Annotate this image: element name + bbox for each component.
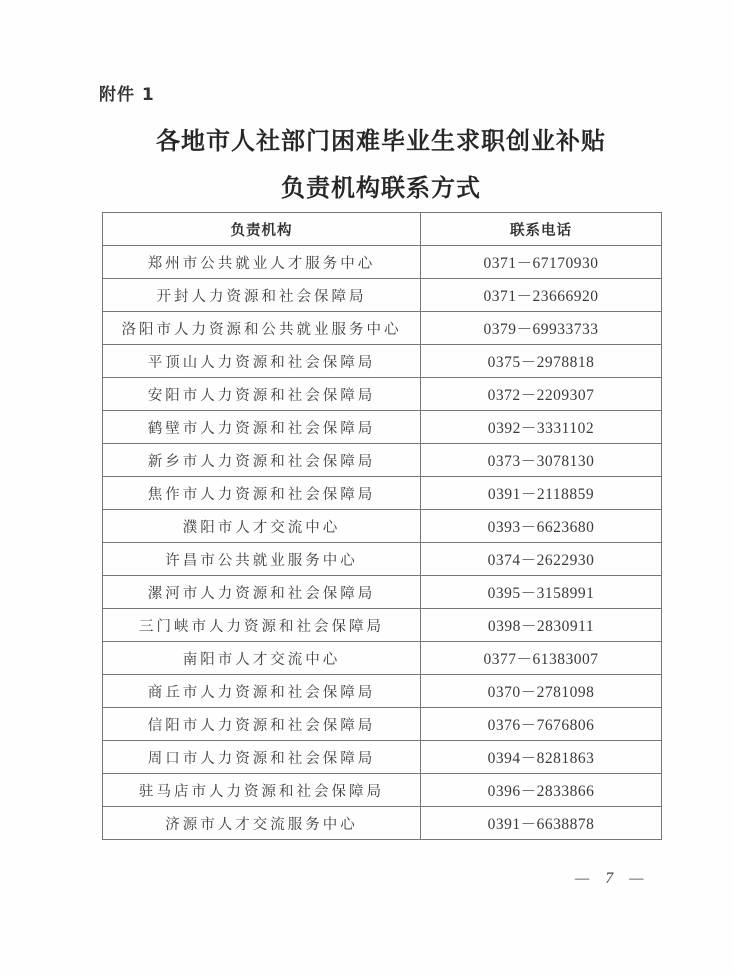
- table-row: [103, 378, 662, 411]
- table-row: [103, 576, 662, 609]
- organization-cell: 新乡市人力资源和社会保障局: [103, 444, 421, 477]
- organization-cell: 郑州市公共就业人才服务中心: [103, 246, 421, 279]
- table-row: [103, 279, 662, 312]
- phone-cell: 0391－6638878: [421, 807, 662, 840]
- phone-cell: 0377－61383007: [421, 642, 662, 675]
- phone-cell: 0372－2209307: [421, 378, 662, 411]
- phone-cell: 0396－2833866: [421, 774, 662, 807]
- table-row: [103, 741, 662, 774]
- table-row: [103, 774, 662, 807]
- contact-table: [102, 212, 662, 840]
- table-row: [103, 246, 662, 279]
- table-row: [103, 675, 662, 708]
- phone-cell: 0394－8281863: [421, 741, 662, 774]
- table-row: [103, 312, 662, 345]
- organization-cell: 驻马店市人力资源和社会保障局: [103, 774, 421, 807]
- phone-cell: 0375－2978818: [421, 345, 662, 378]
- phone-cell: 0371－67170930: [421, 246, 662, 279]
- table-row: [103, 345, 662, 378]
- table-row: [103, 807, 662, 840]
- organization-cell: 三门峡市人力资源和社会保障局: [103, 609, 421, 642]
- phone-cell: 0370－2781098: [421, 675, 662, 708]
- table-row: [103, 708, 662, 741]
- header-organization: 负责机构: [103, 213, 421, 246]
- phone-cell: 0379－69933733: [421, 312, 662, 345]
- table-row: [103, 510, 662, 543]
- table-row: [103, 609, 662, 642]
- organization-cell: 济源市人才交流服务中心: [103, 807, 421, 840]
- phone-cell: 0392－3331102: [421, 411, 662, 444]
- attachment-label: 附件 1: [99, 85, 155, 105]
- phone-cell: 0373－3078130: [421, 444, 662, 477]
- organization-cell: 漯河市人力资源和社会保障局: [103, 576, 421, 609]
- organization-cell: 洛阳市人力资源和公共就业服务中心: [103, 312, 421, 345]
- table-row: [103, 411, 662, 444]
- table-row: [103, 543, 662, 576]
- organization-cell: 南阳市人才交流中心: [103, 642, 421, 675]
- page-number: — 7 —: [575, 870, 650, 887]
- table-row: [103, 642, 662, 675]
- organization-cell: 安阳市人力资源和社会保障局: [103, 378, 421, 411]
- organization-cell: 周口市人力资源和社会保障局: [103, 741, 421, 774]
- phone-cell: 0371－23666920: [421, 279, 662, 312]
- header-phone: 联系电话: [421, 213, 662, 246]
- organization-cell: 许昌市公共就业服务中心: [103, 543, 421, 576]
- phone-cell: 0398－2830911: [421, 609, 662, 642]
- table-header-row: [103, 213, 662, 246]
- phone-cell: 0391－2118859: [421, 477, 662, 510]
- phone-cell: 0374－2622930: [421, 543, 662, 576]
- organization-cell: 平顶山人力资源和社会保障局: [103, 345, 421, 378]
- phone-cell: 0393－6623680: [421, 510, 662, 543]
- phone-cell: 0376－7676806: [421, 708, 662, 741]
- organization-cell: 商丘市人力资源和社会保障局: [103, 675, 421, 708]
- document-title-line-2: 负责机构联系方式: [281, 173, 481, 202]
- table-row: [103, 477, 662, 510]
- organization-cell: 濮阳市人才交流中心: [103, 510, 421, 543]
- organization-cell: 鹤壁市人力资源和社会保障局: [103, 411, 421, 444]
- phone-cell: 0395－3158991: [421, 576, 662, 609]
- table-row: [103, 444, 662, 477]
- organization-cell: 开封人力资源和社会保障局: [103, 279, 421, 312]
- organization-cell: 焦作市人力资源和社会保障局: [103, 477, 421, 510]
- organization-cell: 信阳市人力资源和社会保障局: [103, 708, 421, 741]
- document-title-line-1: 各地市人社部门困难毕业生求职创业补贴: [156, 126, 606, 155]
